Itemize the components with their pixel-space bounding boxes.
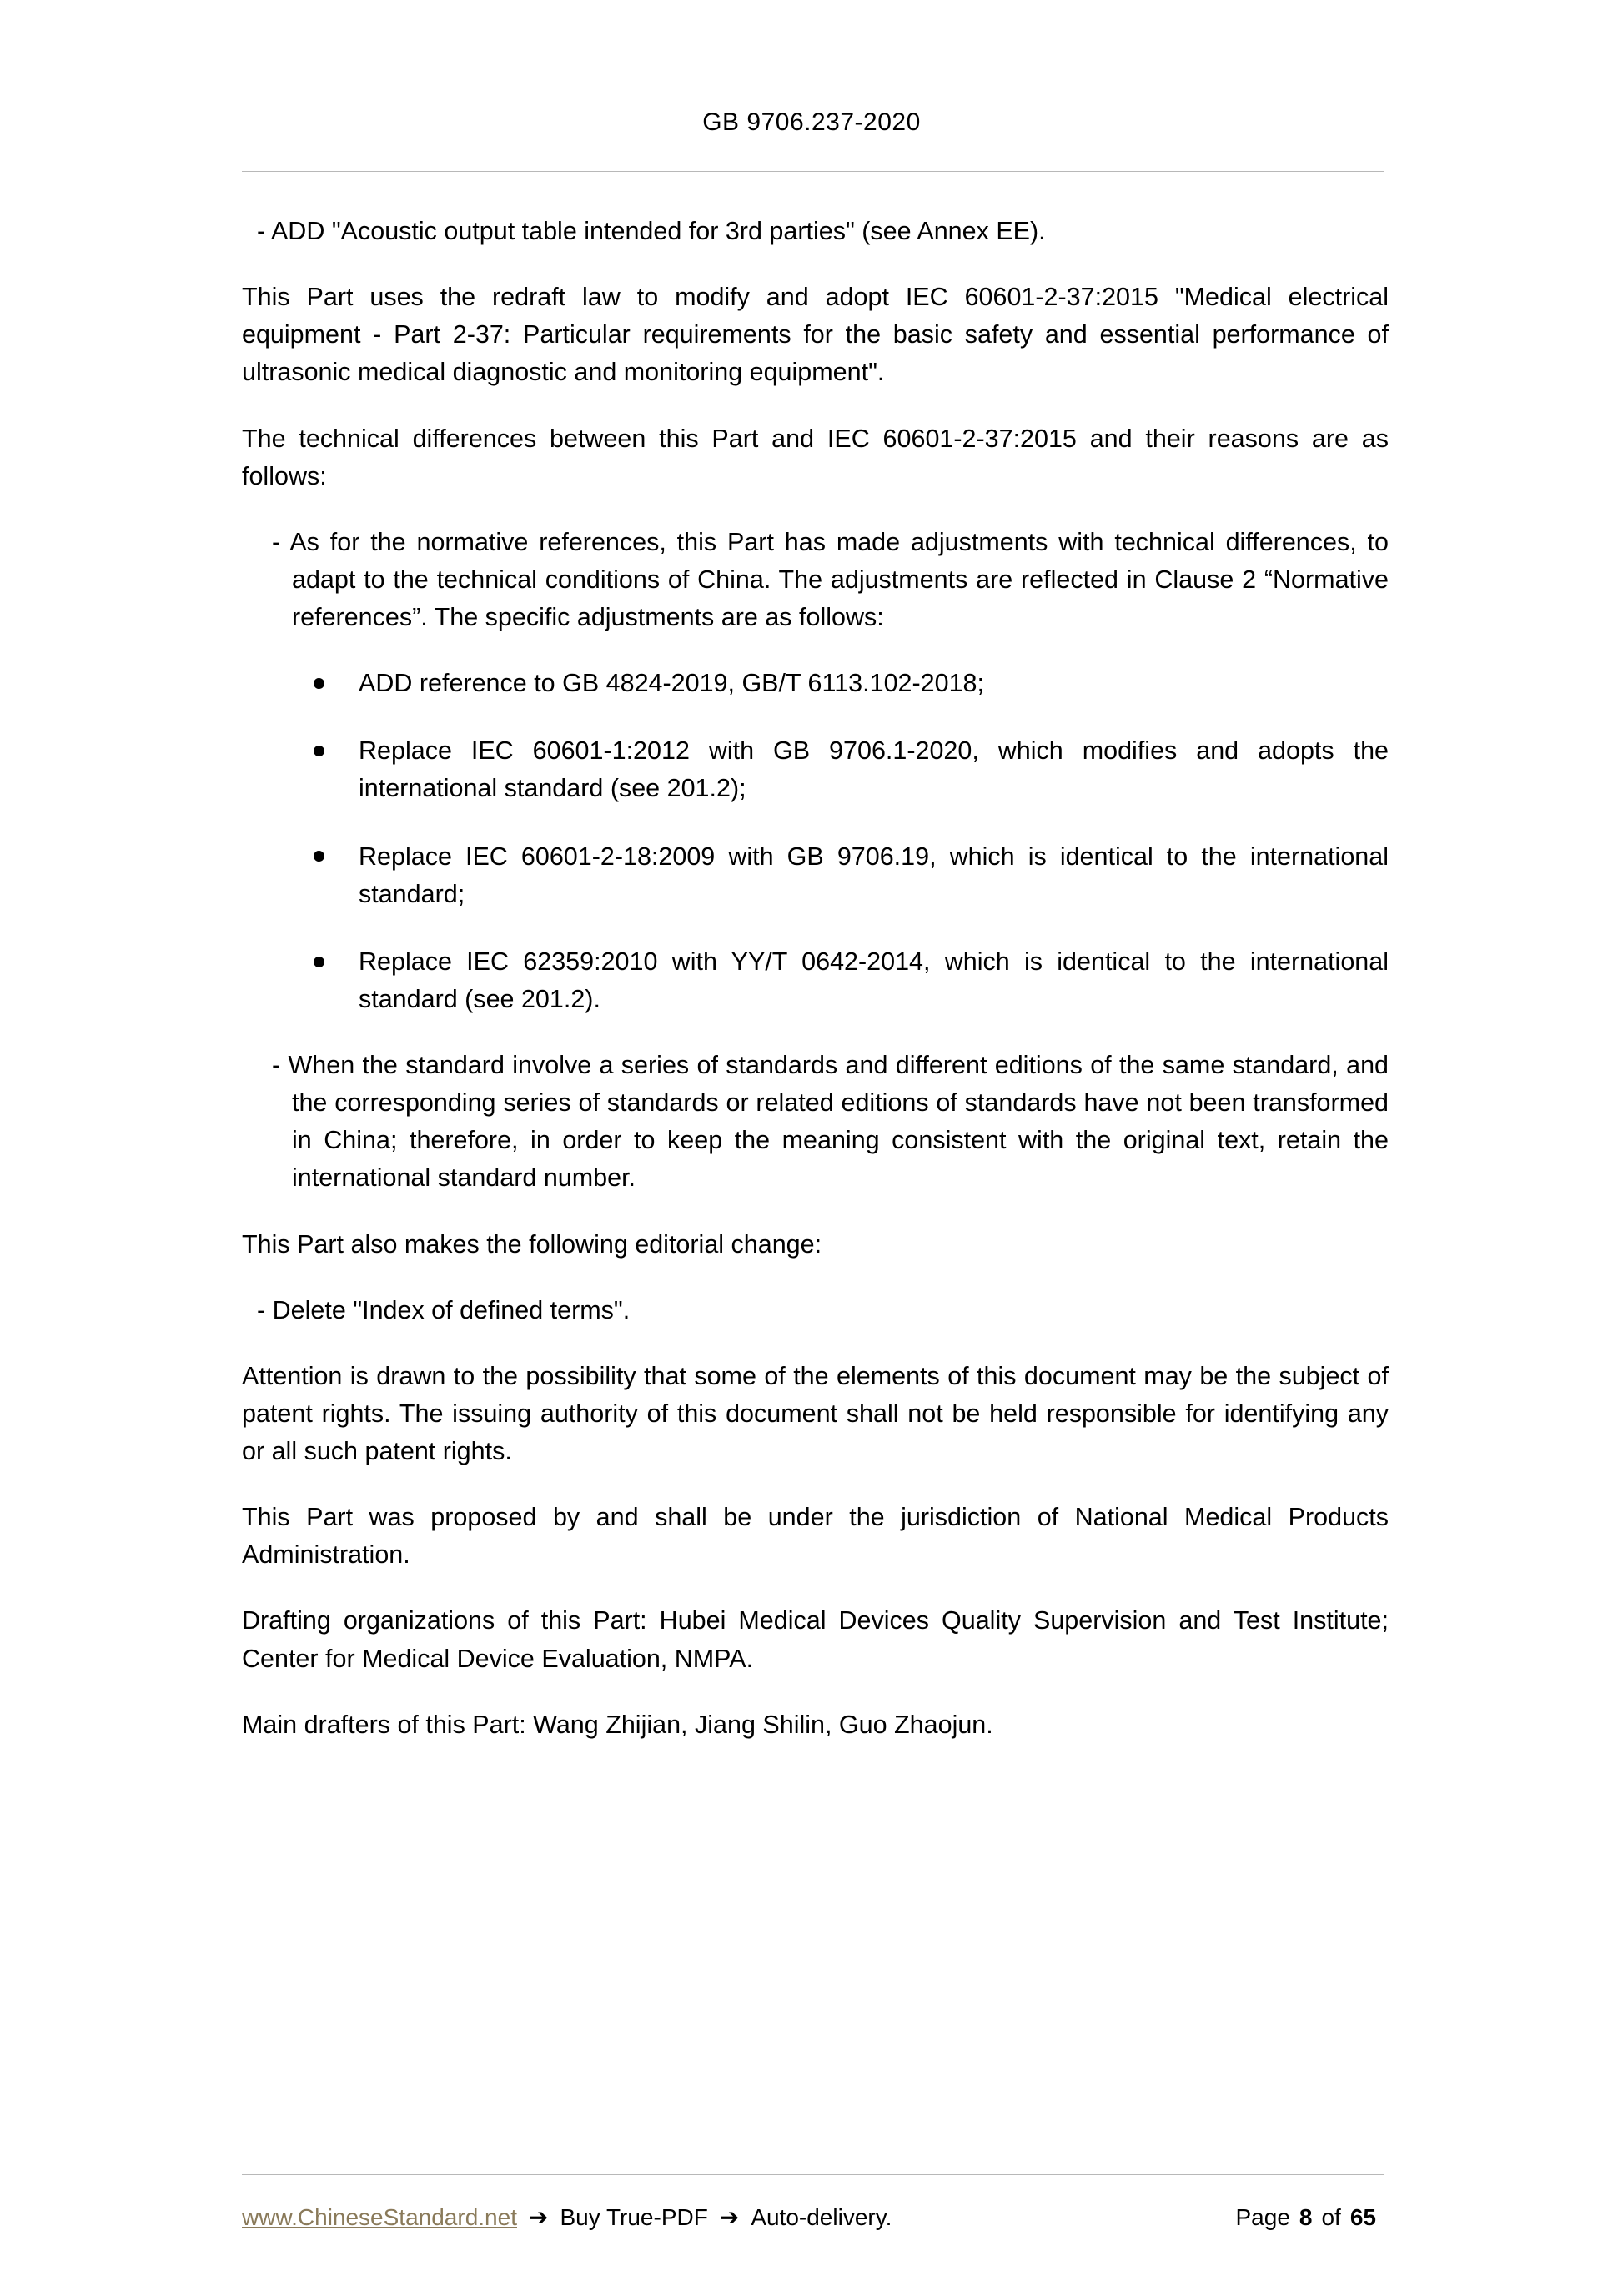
list-item <box>242 732 1389 807</box>
standard-code: GB 9706.237-2020 <box>702 108 921 136</box>
page-header <box>0 108 1623 137</box>
paragraph-jurisdiction: This Part was proposed by and shall be under the jurisdiction of National Medical Products Administration. <box>242 1503 1389 1570</box>
website-link[interactable]: www.ChineseStandard.net <box>242 2204 517 2230</box>
page-total: 65 <box>1349 2204 1376 2230</box>
list-item-text: Replace IEC 62359:2010 with YY/T 0642-2014, which is identical to the international standard (see 201.2). <box>359 947 1389 1013</box>
list-item-text: Replace IEC 60601-2-18:2009 with GB 9706.19, which is identical to the international standard; <box>359 842 1389 908</box>
list-item <box>242 943 1389 1018</box>
paragraph-normative-references-adjustments: - As for the normative references, this Part has made adjustments with technical differences, to adapt to the technical conditions of China. The adjustments are reflected in Clause 2 “Normative references”. The specific adjustments are as follows: <box>272 527 1389 631</box>
footer-left-group <box>242 2203 1236 2231</box>
paragraph-add-acoustic-output-table: - ADD "Acoustic output table intended for 3rd parties" (see Annex EE). <box>257 217 1046 245</box>
header-divider <box>242 171 1384 172</box>
list-item-text: Replace IEC 60601-1:2012 with GB 9706.1-2020, which modifies and adopts the international standard (see 201.2); <box>359 736 1389 803</box>
paragraph-main-drafters: Main drafters of this Part: Wang Zhijian, Jiang Shilin, Guo Zhaojun. <box>242 1710 993 1739</box>
page-label: Page <box>1235 2204 1290 2230</box>
footer-divider <box>242 2174 1384 2175</box>
arrow-right-icon: ➔ <box>719 2204 740 2230</box>
of-label: of <box>1321 2204 1341 2230</box>
paragraph-technical-differences-intro: The technical differences between this Part and IEC 60601-2-37:2015 and their reasons are as follows: <box>242 424 1389 490</box>
page-number: 8 <box>1299 2204 1313 2230</box>
list-item-text: ADD reference to GB 4824-2019, GB/T 6113.102-2018; <box>359 669 984 698</box>
paragraph-redraft-law: This Part uses the redraft law to modify and adopt IEC 60601-2-37:2015 "Medical electrical equipment - Part 2-37: Particular requirements for the basic safety and essential performance of ultrasonic medical diagnostic and monitoring equipment". <box>242 283 1389 387</box>
paragraph-series-of-standards: - When the standard involve a series of standards and different editions of the same standard, and the corresponding series of standards or related editions of standards have not been transformed in China; therefore, in order to keep the meaning consistent with the original text, retain the international standard number. <box>272 1051 1389 1193</box>
page-number-group <box>1236 2204 1377 2231</box>
paragraph-editorial-change-intro: This Part also makes the following editorial change: <box>242 1229 822 1259</box>
list-item <box>242 838 1389 913</box>
list-item <box>242 665 1389 702</box>
buy-true-pdf-label[interactable]: Buy True-PDF <box>560 2204 708 2230</box>
paragraph-patent-rights: Attention is drawn to the possibility that some of the elements of this document may be the subject of patent rights. The issuing authority of this document shall not be held responsible for identifying any or all such patent rights. <box>242 1361 1389 1465</box>
page-content <box>242 213 1389 1772</box>
bullet-dot-icon <box>314 957 324 967</box>
bullet-list-adjustments <box>242 665 1389 1018</box>
bullet-dot-icon <box>314 851 324 862</box>
bullet-dot-icon <box>314 678 324 689</box>
paragraph-drafting-organizations: Drafting organizations of this Part: Hubei Medical Devices Quality Supervision and Test Institute; Center for Medical Device Evaluation, NMPA. <box>242 1606 1389 1673</box>
auto-delivery-label: Auto-delivery. <box>751 2204 892 2230</box>
page-footer <box>242 2203 1384 2231</box>
arrow-right-icon: ➔ <box>528 2204 549 2230</box>
paragraph-delete-index: - Delete "Index of defined terms". <box>257 1295 631 1324</box>
bullet-dot-icon <box>314 746 324 756</box>
